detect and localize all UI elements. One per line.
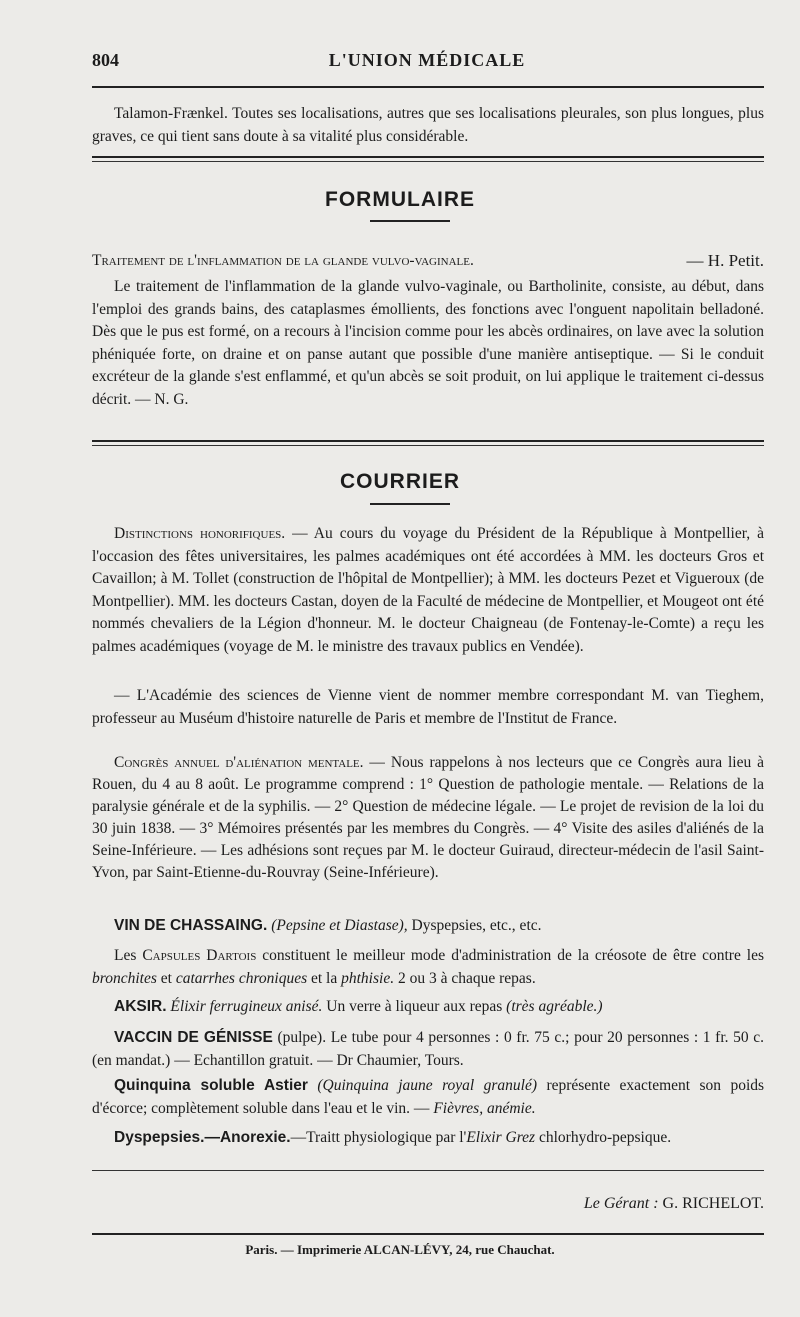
footer-rule [92,1233,764,1235]
aksir-text: Un verre à liqueur aux repas [326,998,503,1015]
vin-text: Dyspepsies, etc., etc. [411,917,542,934]
quinquina-text: représente exactement son poids d'écorce; complètement soluble dans l'eau et le vin. — [92,1077,765,1117]
distinctions-text: — Au cours du voyage du Président de la République à Montpellier, à l'occasion des fêtes universitaires, les palmes académiques ont été accordées à MM. les docteurs Gros et Cavaillon; à M. Tollet (construction de l'hôpital de Montpellier); à MM. les docteurs Pezet et Vigueroux (de Montpellier). MM. les docteurs Castan, doyen de la Faculté de médecine de Montpellier, et Mougeot ont été nommés chevaliers de la Légion d'honneur. M. le docteur Chaigneau (de Fontenay-le-Comte) a reçu les palmes académiques (voyage de M. le ministre des travaux publics en Vendée). [92,525,765,655]
distinctions-paragraph [92,523,764,658]
capsules-and-la: et la [311,969,338,987]
aksir-italic: Élixir ferrugineux anisé. [170,998,323,1015]
capsules-phthisie: phthisie. [341,969,395,987]
formulaire-title: FORMULAIRE [325,188,475,211]
vin-italic: (Pepsine et Diastase), [271,917,408,934]
courrier-underline [370,503,450,505]
vin-name: VIN DE CHASSAING. [114,917,268,934]
signature [92,1193,764,1216]
page-number: 804 [92,50,119,70]
page-header [92,50,762,80]
courrier-title: COURRIER [339,470,460,493]
ad-dyspepsies [92,1127,764,1150]
formulaire-body: Le traitement de l'inflammation de la glande vulvo-vaginale, ou Bartholinite, consiste, au début, dans l'emploi des grands bains, des cataplasmes émollients, des fonctions avec l'onguent napolitain belladoné. Dès que le pus est formé, on a recours à l'incision comme pour les abcès ordinaires, on lave avec la solution phéniquée forte, on draine et on panse autant que possible d'une manière antiseptique. — Si le conduit excréteur de la glande s'est enflammé, et qu'un abcès se soit produit, on lui applique le traitement ci-dessus décrit. — N. G. [92,278,764,408]
section-rule-bottom-2 [92,445,764,446]
formulaire-underline [370,220,450,222]
congres-paragraph [92,752,764,884]
journal-title: L'UNION MÉDICALE [328,50,526,70]
signature-name: G. RICHELOT. [662,1195,764,1212]
imprint: Paris. — Imprimerie ALCAN-LÉVY, 24, rue Chauchat. [245,1242,555,1257]
quinquina-end: Fièvres, anémie. [433,1099,536,1117]
section-rule-top [92,156,764,158]
dysp-end: chlorhydro-pepsique. [538,1129,672,1146]
capsules-end: 2 ou 3 à chaque repas. [397,969,536,987]
congres-label: Congrès annuel d'aliénation mentale. [114,754,364,771]
capsules-catarrhes: catarrhes chroniques [175,969,308,987]
aksir-note: (très agréable.) [506,998,603,1015]
header-rule [92,86,764,88]
section-rule-bottom [92,161,764,162]
dysp-name: Dyspepsies.—Anorexie. [114,1129,291,1146]
capsules-text: constituent le meilleur mode d'administration de la créosote de être contre les [262,947,764,964]
ad-vin-chassaing [92,915,764,938]
ad-aksir [92,996,764,1019]
quinquina-italic: (Quinquina jaune royal granulé) [317,1077,538,1094]
vaccin-name: VACCIN DE GÉNISSE [114,1029,273,1046]
section-rule-top-2 [92,440,764,442]
vaccin-text: (pulpe). Le tube pour 4 personnes : 0 fr. 75 c.; pour 20 personnes : 1 fr. 50 c. (en mandat.) — Echantillon gratuit. — Dr Chaumier, Tours. [92,1029,765,1069]
ad-capsules-dartois [92,945,764,990]
academie-paragraph: — L'Académie des sciences de Vienne vient de nommer membre correspondant M. van Tieghem, professeur au Muséum d'histoire naturelle de Paris et membre de l'Institut de France. [92,687,764,727]
dysp-text: —Traitt physiologique par l' [290,1129,467,1146]
ad-vaccin [92,1027,764,1072]
formulaire-heading [92,250,764,273]
capsules-bronchites: bronchites [92,969,157,987]
capsules-lead: Les [114,947,137,964]
quinquina-name: Quinquina soluble Astier [114,1077,308,1094]
ad-quinquina [92,1075,764,1120]
distinctions-label: Distinctions honorifiques. [114,525,286,542]
congres-text: — Nous rappelons à nos lecteurs que ce Congrès aura lieu à Rouen, du 4 au 8 août. Le programme comprend : 1° Question de pathologie mentale. — Relations de la paralysie générale et de la syphilis. — 2° Question de médecine légale. — Le projet de revision de la loi du 30 juin 1838. — 3° Mémoires présentés par les membres du Congrès. — 4° Visite des asiles d'aliénés de la Seine-Inférieure. — Les adhésions sont reçues par M. le docteur Guiraud, directeur-médecin de l'asil Saint-Yvon, par Saint-Etienne-du-Rouvray (Seine-Inférieure). [92,754,764,881]
dysp-italic: Elixir Grez [466,1129,536,1146]
formulaire-heading-label: Traitement de l'inflammation de la glande vulvo-vaginale. [92,252,474,269]
ads-rule [92,1170,764,1171]
signature-label: Le Gérant : [583,1195,659,1212]
capsules-and: et [160,969,172,987]
intro-paragraph: Talamon-Frænkel. Toutes ses localisations, autres que ses localisations pleurales, son plus longues, plus graves, ce qui tient sans doute à sa vitalité plus considérable. [92,105,764,145]
capsules-name: Capsules Dartois [142,947,257,964]
formulaire-author: — H. Petit. [686,251,764,270]
aksir-name: AKSIR. [114,998,167,1015]
